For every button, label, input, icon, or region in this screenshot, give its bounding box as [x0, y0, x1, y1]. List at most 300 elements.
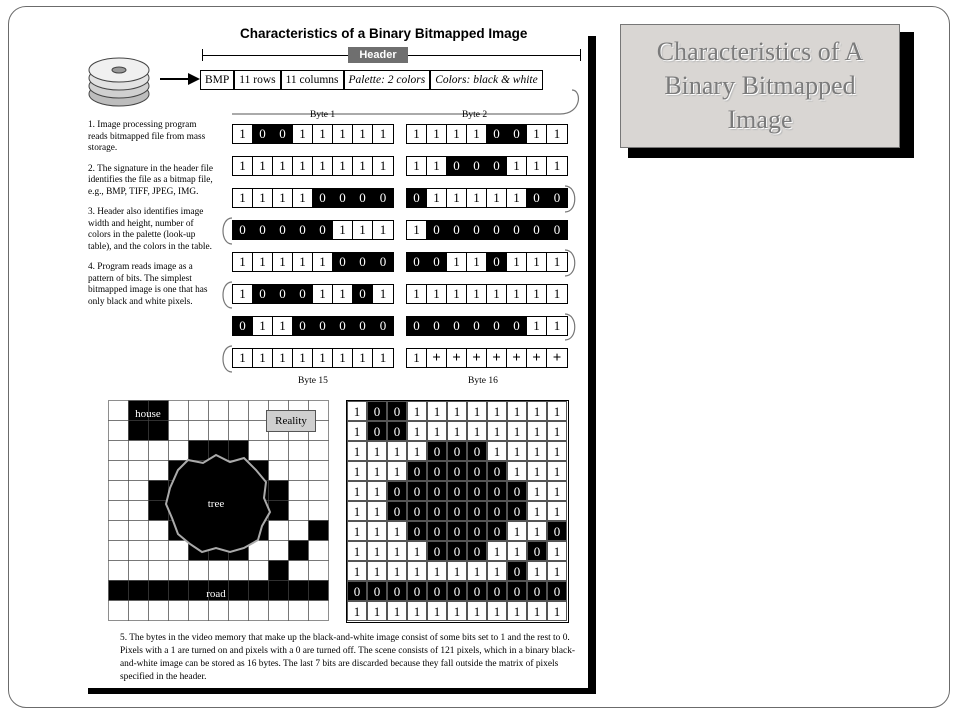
pixel-bit: 0: [387, 581, 407, 601]
bit: 0: [427, 253, 447, 271]
bit: 0: [407, 317, 427, 335]
scene-pixel: [109, 401, 129, 421]
pixel-bit: 1: [487, 421, 507, 441]
scene-pixel: [169, 421, 189, 441]
reality-label: Reality: [266, 410, 316, 432]
scene-pixel: [109, 601, 129, 621]
scene-pixel: [209, 401, 229, 421]
figure-title: Characteristics of a Binary Bitmapped Image: [240, 26, 528, 41]
bit: 1: [313, 349, 333, 367]
pixel-bit: 0: [447, 501, 467, 521]
bit: 1: [293, 157, 313, 175]
step-4: 4. Program reads image as a pattern of bits. The simplest bitmapped image is one that has only black and white pixels.: [88, 262, 208, 307]
pixel-bit: 1: [347, 401, 367, 421]
bit: 1: [467, 253, 487, 271]
scene-pixel: [129, 601, 149, 621]
bit: 0: [427, 317, 447, 335]
bit: 1: [427, 189, 447, 207]
pixel-bit: 1: [487, 401, 507, 421]
pixel-bit: 1: [427, 401, 447, 421]
pixel-bit: 1: [407, 401, 427, 421]
pixel-bit: 0: [387, 401, 407, 421]
scene-pixel: [269, 481, 289, 501]
scene-pixel: [249, 581, 269, 601]
scene-pixel: [189, 561, 209, 581]
pixel-bit: 1: [527, 401, 547, 421]
scene-pixel: [209, 601, 229, 621]
byte-cell: [232, 156, 394, 176]
bit: 0: [253, 125, 273, 143]
header-palette: Palette: 2 colors: [344, 70, 431, 90]
pixel-bit: 1: [427, 421, 447, 441]
bit: 1: [507, 285, 527, 303]
bit: 0: [353, 317, 373, 335]
bit: 1: [407, 221, 427, 239]
pixel-bit: 1: [407, 601, 427, 621]
pixel-bit: 1: [487, 441, 507, 461]
byte-cell: [406, 124, 568, 144]
byte-row: [232, 284, 568, 304]
pixel-bit: 1: [527, 461, 547, 481]
byte-row: [232, 188, 568, 208]
scene-pixel: [109, 501, 129, 521]
pixel-bit: 1: [387, 441, 407, 461]
bit: 1: [447, 253, 467, 271]
scene-pixel: [249, 601, 269, 621]
bit: 0: [313, 189, 333, 207]
bit: +: [527, 349, 547, 367]
byte-gap: [394, 124, 406, 144]
scene-pixel: [269, 601, 289, 621]
bit: 1: [353, 125, 373, 143]
header-columns: 11 columns: [281, 70, 344, 90]
byte-16-label: Byte 16: [468, 376, 498, 386]
byte-cell: [232, 252, 394, 272]
pixel-bit: 1: [447, 401, 467, 421]
scene-pixel: [229, 401, 249, 421]
scene-pixel: [289, 601, 309, 621]
byte-2-label: Byte 2: [462, 110, 488, 120]
reality-scene: [108, 400, 330, 622]
bit: 1: [353, 221, 373, 239]
slide-title: Characteristics of A Binary Bitmapped Image: [656, 37, 864, 134]
pixel-bit: 1: [407, 441, 427, 461]
bit: 1: [273, 253, 293, 271]
bit: 0: [407, 253, 427, 271]
pixel-bit: 1: [367, 481, 387, 501]
bit: 1: [293, 253, 313, 271]
step-1: 1. Image processing program reads bitmapped file from mass storage.: [88, 120, 206, 153]
step-2: 2. The signature in the header file identifies the file as a bitmap file, e.g., BMP, TIFF, JPEG, IMG.: [88, 163, 214, 197]
bit: 1: [233, 157, 253, 175]
bit: 1: [273, 349, 293, 367]
pixel-bit: 0: [367, 421, 387, 441]
byte-gap: [394, 284, 406, 304]
pixel-bit: 1: [387, 601, 407, 621]
scene-pixel: [289, 561, 309, 581]
scene-pixel: [109, 521, 129, 541]
bit: 1: [527, 125, 547, 143]
pixel-bit: 1: [447, 601, 467, 621]
pixel-bit: 1: [347, 421, 367, 441]
scene-pixel: [149, 441, 169, 461]
byte-cell: [406, 156, 568, 176]
scene-pixel: [169, 581, 189, 601]
bit: +: [487, 349, 507, 367]
byte-15-label: Byte 15: [298, 376, 328, 386]
pixel-bit: 1: [347, 441, 367, 461]
pixel-bit: 1: [527, 421, 547, 441]
bit: 1: [379, 126, 387, 141]
bit: 1: [233, 349, 253, 367]
bit: 1: [507, 189, 527, 207]
byte-cell: [232, 316, 394, 336]
pixel-bit-grid: [346, 400, 569, 623]
bit: 0: [447, 317, 467, 335]
byte-cell: [232, 188, 394, 208]
header-format: BMP: [200, 70, 234, 90]
scene-pixel: [169, 541, 189, 561]
byte-1-label: Byte 1: [310, 110, 336, 120]
pixel-bit: 1: [467, 601, 487, 621]
pixel-bit: 1: [527, 521, 547, 541]
pixel-bit: 0: [427, 441, 447, 461]
pixel-bit: 0: [427, 461, 447, 481]
bit: 0: [373, 189, 393, 207]
scene-pixel: [269, 441, 289, 461]
bit: 1: [527, 285, 547, 303]
bit: 1: [233, 125, 253, 143]
scene-pixel: [129, 541, 149, 561]
bit: 0: [313, 317, 333, 335]
bit: 1: [333, 221, 353, 239]
scene-pixel: [309, 481, 329, 501]
bit: 1: [553, 158, 561, 173]
pixel-bit: 1: [487, 541, 507, 561]
bit: 0: [527, 221, 547, 239]
bit: 0: [293, 285, 313, 303]
byte-cell: [406, 348, 568, 368]
pixel-bit: 1: [467, 401, 487, 421]
bit: 1: [313, 125, 333, 143]
bit: 1: [407, 349, 427, 367]
bit: 1: [553, 126, 561, 141]
pixel-bit: 0: [447, 481, 467, 501]
bit: 0: [547, 189, 567, 207]
pixel-bit: 0: [467, 461, 487, 481]
pixel-bit: 0: [447, 461, 467, 481]
bit: 1: [379, 222, 387, 237]
bit: 0: [407, 189, 427, 207]
bit: 0: [333, 317, 353, 335]
bit: 1: [313, 157, 333, 175]
pixel-bit: 0: [347, 581, 367, 601]
scene-pixel: [189, 601, 209, 621]
slide-title-box: [620, 24, 900, 148]
bit: 1: [407, 285, 427, 303]
pixel-bit: 0: [447, 581, 467, 601]
scene-pixel: [109, 461, 129, 481]
scene-pixel: [149, 561, 169, 581]
header-colors: Colors: black & white: [430, 70, 543, 90]
bit: 0: [353, 253, 373, 271]
bit: 1: [273, 317, 293, 335]
bit: 1: [379, 286, 387, 301]
pixel-bit: 0: [467, 541, 487, 561]
pixel-bit: 0: [427, 541, 447, 561]
bit: 1: [333, 125, 353, 143]
pixel-bit: 1: [347, 521, 367, 541]
pixel-bit: 0: [507, 581, 527, 601]
pixel-bit: 1: [367, 521, 387, 541]
scene-pixel: [229, 601, 249, 621]
pixel-bit: 0: [387, 481, 407, 501]
scene-pixel: [289, 481, 309, 501]
bit: 0: [427, 221, 447, 239]
pixel-bit: 0: [467, 481, 487, 501]
byte-gap: [394, 156, 406, 176]
bit: 1: [333, 157, 353, 175]
scene-pixel: [109, 441, 129, 461]
byte-row: [232, 348, 568, 368]
scene-pixel: [309, 541, 329, 561]
pixel-bit: 1: [527, 481, 547, 501]
pixel-bit: 0: [507, 501, 527, 521]
bit: 0: [353, 189, 373, 207]
scene-pixel: [149, 481, 169, 501]
byte-cell: [406, 252, 568, 272]
bit: +: [552, 350, 562, 366]
bit: 1: [527, 317, 547, 335]
bit: +: [467, 349, 487, 367]
pixel-bit: 1: [447, 561, 467, 581]
pixel-bit: 1: [347, 561, 367, 581]
pixel-bit: 0: [487, 501, 507, 521]
pixel-bit: 1: [547, 461, 567, 481]
pixel-bit: 1: [527, 561, 547, 581]
disk-stack-icon: [86, 54, 152, 110]
bit: 1: [273, 189, 293, 207]
scene-pixel: [169, 441, 189, 461]
house-label: house: [135, 408, 161, 420]
bit: 1: [553, 318, 561, 333]
scene-pixel: [309, 561, 329, 581]
pixel-bit: 1: [547, 421, 567, 441]
scene-pixel: [149, 521, 169, 541]
scene-pixel: [129, 521, 149, 541]
byte-row: [232, 316, 568, 336]
bit: 0: [467, 221, 487, 239]
scene-pixel: [149, 601, 169, 621]
bit: 1: [427, 285, 447, 303]
pixel-bit: 1: [507, 401, 527, 421]
pixel-bit: 0: [367, 401, 387, 421]
step-list: [88, 120, 214, 317]
scene-pixel: [309, 521, 329, 541]
bit: 1: [353, 157, 373, 175]
pixel-bit: 1: [387, 561, 407, 581]
pixel-bit: 0: [467, 521, 487, 541]
bit: 0: [547, 221, 567, 239]
pixel-bit: 0: [387, 421, 407, 441]
bit: 1: [293, 125, 313, 143]
pixel-bit: 0: [467, 581, 487, 601]
scene-pixel: [289, 521, 309, 541]
pixel-bit: 1: [547, 561, 567, 581]
scene-pixel: [269, 561, 289, 581]
scene-pixel: [289, 441, 309, 461]
pixel-bit: 1: [347, 601, 367, 621]
bit: 1: [447, 285, 467, 303]
pixel-bit: 1: [547, 501, 567, 521]
scene-pixel: [269, 461, 289, 481]
scene-pixel: [309, 461, 329, 481]
scene-pixel: [289, 581, 309, 601]
pixel-bit: 1: [427, 561, 447, 581]
bit: 1: [467, 285, 487, 303]
byte-cell: [406, 316, 568, 336]
scene-pixel: [209, 561, 229, 581]
pixel-bit: 0: [427, 501, 447, 521]
pixel-bit: 0: [487, 521, 507, 541]
bit: 1: [333, 349, 353, 367]
pixel-bit: 1: [547, 441, 567, 461]
arrow-right-icon: [160, 72, 200, 86]
bit: 0: [333, 253, 353, 271]
pixel-bit: 0: [487, 481, 507, 501]
bit: 1: [233, 189, 253, 207]
tree-label: tree: [207, 498, 225, 510]
scene-pixel: [269, 501, 289, 521]
pixel-bit: 1: [367, 561, 387, 581]
bit: 0: [273, 125, 293, 143]
bit: 1: [253, 349, 273, 367]
bit: 1: [427, 157, 447, 175]
scene-pixel: [109, 561, 129, 581]
scene-pixel: [289, 501, 309, 521]
bit: 0: [487, 157, 507, 175]
pixel-bit: 0: [387, 501, 407, 521]
pixel-bit: 0: [527, 541, 547, 561]
scene-pixel: [189, 441, 209, 461]
bit: 1: [467, 189, 487, 207]
pixel-bit: 1: [427, 601, 447, 621]
bit: 0: [313, 221, 333, 239]
pixel-bit: 0: [447, 441, 467, 461]
pixel-bit: 1: [467, 561, 487, 581]
bit: 1: [507, 157, 527, 175]
bit: 1: [407, 125, 427, 143]
pixel-bit: 1: [367, 541, 387, 561]
pixel-bit: 0: [427, 581, 447, 601]
bit: 1: [553, 254, 561, 269]
pixel-bit: 1: [387, 541, 407, 561]
bit: 1: [553, 286, 561, 301]
pixel-bit: 1: [347, 461, 367, 481]
byte-cell: [232, 220, 394, 240]
bit: 0: [333, 189, 353, 207]
pixel-bit: 1: [407, 541, 427, 561]
bit: 0: [253, 285, 273, 303]
bit: 0: [487, 317, 507, 335]
pixel-bit: 0: [467, 441, 487, 461]
bit: 0: [447, 157, 467, 175]
scene-pixel: [129, 501, 149, 521]
scene-pixel: [109, 581, 129, 601]
bit: 0: [527, 189, 547, 207]
byte-gap: [394, 348, 406, 368]
byte-cell: [232, 284, 394, 304]
pixel-bit: 1: [367, 501, 387, 521]
pixel-bit: 0: [487, 581, 507, 601]
bit: 1: [253, 189, 273, 207]
scene-pixel: [229, 581, 249, 601]
pixel-bit: 1: [507, 421, 527, 441]
scene-pixel: [309, 601, 329, 621]
scene-pixel: [309, 501, 329, 521]
byte-cell: [232, 124, 394, 144]
pixel-bit: 0: [487, 461, 507, 481]
pixel-bit: 1: [507, 441, 527, 461]
bit: 0: [293, 221, 313, 239]
header-label: Header: [348, 47, 408, 63]
byte-row: [232, 252, 568, 272]
scene-pixel: [189, 421, 209, 441]
scene-pixel: [229, 561, 249, 581]
pixel-bit: 1: [487, 561, 507, 581]
pixel-bit: 1: [527, 441, 547, 461]
pixel-bit: 0: [407, 501, 427, 521]
bit: +: [447, 349, 467, 367]
scene-pixel: [149, 421, 169, 441]
pixel-bit: 0: [427, 521, 447, 541]
pixel-bit: 1: [547, 541, 567, 561]
pixel-bit: 1: [367, 441, 387, 461]
pixel-bit: 1: [367, 601, 387, 621]
pixel-bit: 0: [407, 521, 427, 541]
bit: 0: [273, 285, 293, 303]
pixel-bit: 0: [427, 481, 447, 501]
byte-cell: [406, 284, 568, 304]
pixel-bit: 1: [347, 481, 367, 501]
pixel-bit: 0: [507, 481, 527, 501]
bit: 1: [447, 189, 467, 207]
byte-cell: [406, 188, 568, 208]
bit: 1: [313, 253, 333, 271]
bit: 1: [467, 125, 487, 143]
bit: 1: [293, 349, 313, 367]
bit: 0: [507, 221, 527, 239]
byte-gap: [394, 316, 406, 336]
pixel-bit: 1: [367, 461, 387, 481]
step-3: 3. Header also identifies image width and height, number of colors in the palette (look-up table), and the colors in the table.: [88, 207, 212, 252]
pixel-bit: 1: [527, 601, 547, 621]
scene-pixel: [109, 481, 129, 501]
pixel-bit: 1: [487, 601, 507, 621]
pixel-bit: 0: [547, 581, 567, 601]
byte-cell: [406, 220, 568, 240]
bit: 1: [447, 125, 467, 143]
bit: 1: [527, 253, 547, 271]
bit: 0: [487, 253, 507, 271]
scene-pixel: [129, 581, 149, 601]
bit: 1: [379, 350, 387, 365]
byte-gap: [394, 252, 406, 272]
bit: 0: [447, 221, 467, 239]
scene-pixel: [229, 441, 249, 461]
scene-pixel: [129, 421, 149, 441]
bit: 0: [487, 221, 507, 239]
